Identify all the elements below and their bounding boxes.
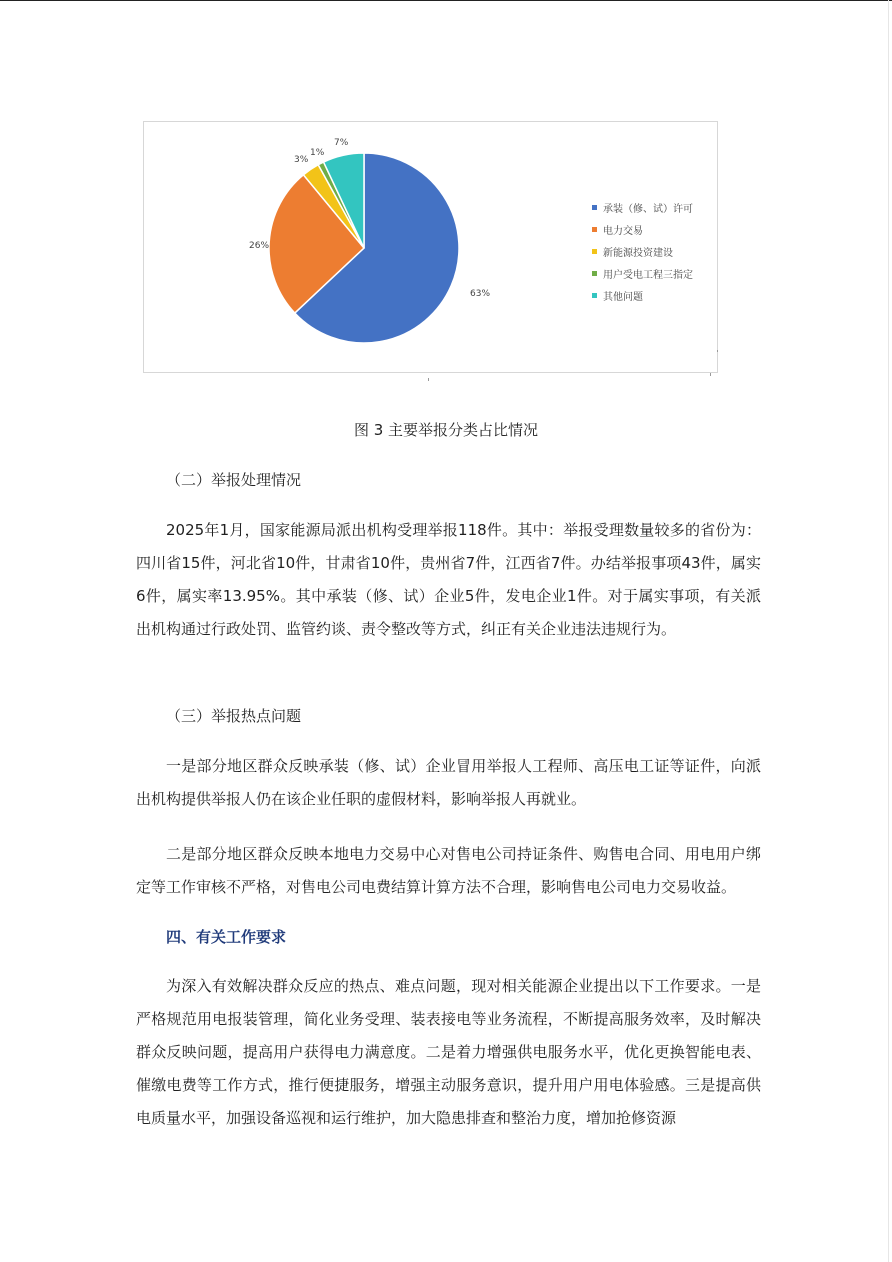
legend-swatch [592, 227, 597, 232]
legend-entry-4 [592, 262, 693, 284]
legend-entry-1 [592, 196, 693, 218]
pie-slice-label-5: 7% [334, 138, 349, 148]
legend-label: 用户受电工程三指定 [603, 269, 693, 281]
legend-swatch [592, 205, 597, 210]
pie-slice-label-3: 3% [294, 155, 309, 165]
legend-swatch [592, 293, 597, 298]
axis-tick-mark [717, 350, 718, 352]
legend-label: 其他问题 [603, 291, 643, 303]
legend-swatch [592, 249, 597, 254]
pie-slice-label-4: 1% [310, 148, 325, 158]
section-heading-hot-issues: （三）举报热点问题 [166, 707, 302, 725]
paragraph-requirements: 为深入有效解决群众反应的热点、难点问题，现对相关能源企业提出以下工作要求。一是严格规范用电报装管理，简化业务受理、装表接电等业务流程，不断提高服务效率，及时解决群众反映问题，提高用户获得电力满意度。二是着力增强供电服务水平，优化更换智能电表、催缴电费等工作方式，推行便捷服务，增强主动服务意识，提升用户用电体验感。三是提高供电质量水平，加强设备巡视和运行维护，加大隐患排查和整治力度，增加抢修资源 [136, 977, 761, 1127]
figure-caption: 图 3 主要举报分类占比情况 [353, 421, 539, 439]
section-heading-processing: （二）举报处理情况 [166, 471, 302, 489]
pie-slice-label-1: 63% [470, 289, 491, 299]
page-top-border [0, 0, 892, 1]
pie-chart-frame [143, 121, 718, 373]
page-right-border [888, 0, 889, 1262]
pie-slice-label-2: 26% [249, 241, 270, 251]
legend-label: 承装（修、试）许可 [603, 203, 693, 215]
section-heading-requirements: 四、有关工作要求 [166, 928, 287, 946]
paragraph-hot-issue-1: 一是部分地区群众反映承装（修、试）企业冒用举报人工程师、高压电工证等证件，向派出机构提供举报人仍在该企业任职的虚假材料，影响举报人再就业。 [136, 757, 761, 808]
paragraph-hot-issue-2: 二是部分地区群众反映本地电力交易中心对售电公司持证条件、购售电合同、用电用户绑定等工作审核不严格，对售电公司电费结算计算方法不合理，影响售电公司电力交易收益。 [136, 845, 761, 896]
legend-entry-5 [592, 284, 693, 306]
paragraph-processing: 2025年1月，国家能源局派出机构受理举报118件。其中：举报受理数量较多的省份为：四川省15件，河北省10件，甘肃省10件，贵州省7件，江西省7件。办结举报事项43件，属实6件，属实率13.95%。其中承装（修、试）企业5件，发电企业1件。对于属实事项，有关派出机构通过行政处罚、监管约谈、责令整改等方式，纠正有关企业违法违规行为。 [136, 521, 761, 638]
legend-swatch [592, 271, 597, 276]
legend-label: 新能源投资建设 [603, 247, 673, 259]
legend-label: 电力交易 [603, 225, 643, 237]
axis-tick-mark [710, 373, 711, 376]
legend-entry-2 [592, 218, 693, 240]
chart-legend [592, 196, 693, 306]
axis-tick-mark [428, 378, 429, 381]
legend-entry-3 [592, 240, 693, 262]
